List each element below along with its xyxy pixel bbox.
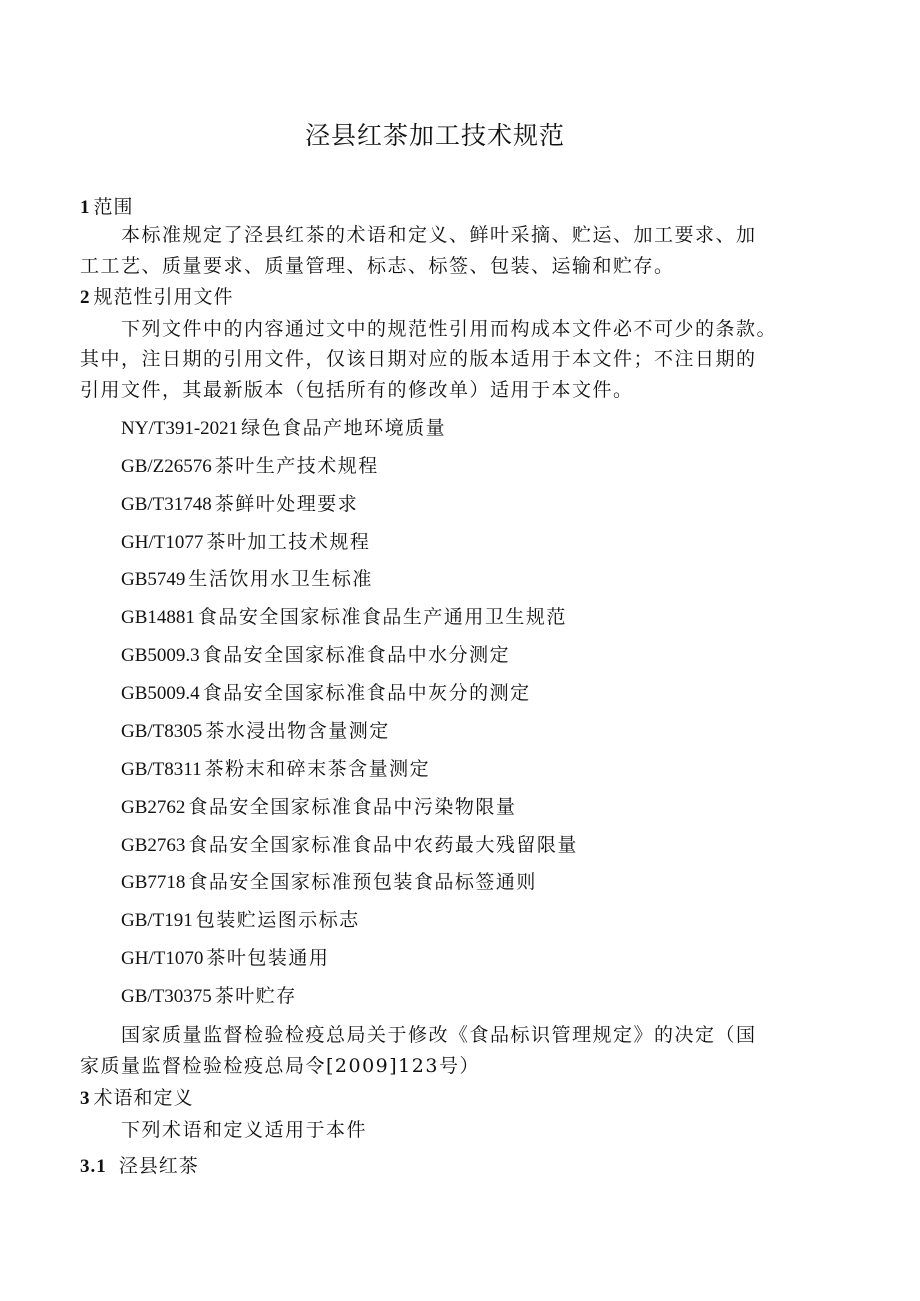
section-title: 规范性引用文件 [93, 286, 234, 308]
section-2-paragraph-line: 其中，注日期的引用文件，仅该日期对应的版本适用于本文件；不注日期的 [80, 348, 757, 370]
reference-code: GB14881 [121, 607, 195, 628]
reference-code: GB/T8311 [121, 759, 202, 780]
reference-code: GB5749 [121, 569, 186, 590]
subsection-3-1-heading [80, 1153, 199, 1180]
reference-title: 食品安全国家标准食品中农药最大残留限量 [188, 834, 578, 856]
reference-item [121, 718, 390, 745]
subsection-title: 泾县红茶 [118, 1155, 199, 1177]
subsection-number: 3.1 [80, 1156, 107, 1177]
reference-code: GH/T1077 [121, 532, 204, 553]
reference-item [121, 983, 297, 1010]
reference-code: GB/Z26576 [121, 456, 212, 477]
reference-item [121, 566, 373, 593]
reference-item [121, 794, 516, 821]
reference-code: GB2762 [121, 797, 186, 818]
reference-code: GB5009.3 [121, 645, 200, 666]
reference-item [121, 680, 531, 707]
reference-title: 食品安全国家标准食品生产通用卫生规范 [197, 606, 567, 628]
reference-title: 食品安全国家标准食品中污染物限量 [188, 796, 517, 818]
section-2-note-line: 国家质量监督检验检疫总局关于修改《食品标识管理规定》的决定（国 [121, 1024, 757, 1046]
reference-code: GB/T8305 [121, 721, 203, 742]
reference-item [121, 756, 430, 783]
reference-code: GB/T191 [121, 910, 193, 931]
reference-item [121, 415, 446, 442]
reference-item [121, 869, 537, 896]
section-number: 1 [80, 197, 91, 218]
reference-title: 茶叶包装通用 [206, 947, 330, 969]
section-1-paragraph-line: 工工艺、质量要求、质量管理、标志、标签、包装、运输和贮存。 [80, 255, 675, 277]
reference-item [121, 491, 358, 518]
document-title: 泾县红茶加工技术规范 [304, 121, 565, 150]
section-1-heading [80, 194, 134, 221]
section-1-paragraph-line: 本标准规定了泾县红茶的术语和定义、鲜叶采摘、贮运、加工要求、加 [121, 224, 757, 246]
reference-title: 绿色食品产地环境质量 [241, 417, 447, 439]
reference-title: 茶叶生产技术规程 [214, 455, 379, 477]
reference-title: 茶粉末和碎末茶含量测定 [204, 758, 431, 780]
section-3-paragraph-line: 下列术语和定义适用于本件 [121, 1119, 368, 1141]
reference-code: GB2763 [121, 835, 186, 856]
reference-title: 食品安全国家标准预包装食品标签通则 [188, 871, 537, 893]
reference-title: 茶鲜叶处理要求 [214, 493, 359, 515]
section-2-paragraph-line: 下列文件中的内容通过文中的规范性引用而构成本文件必不可少的条款。 [121, 318, 778, 340]
reference-title: 包装贮运图示标志 [195, 909, 360, 931]
section-number: 3 [80, 1088, 91, 1109]
reference-title: 茶叶贮存 [214, 985, 297, 1007]
section-title: 术语和定义 [93, 1087, 194, 1109]
section-2-heading [80, 284, 234, 311]
reference-code: GH/T1070 [121, 948, 204, 969]
reference-item [121, 907, 360, 934]
reference-item [121, 945, 329, 972]
section-3-heading [80, 1085, 194, 1112]
reference-item [121, 453, 379, 480]
reference-code: GB/T31748 [121, 494, 212, 515]
reference-item [121, 832, 578, 859]
reference-item [121, 642, 510, 669]
reference-code: GB7718 [121, 872, 186, 893]
reference-code: GB5009.4 [121, 683, 200, 704]
reference-title: 茶叶加工技术规程 [206, 531, 371, 553]
section-2-note-line: 家质量监督检验检疫总局令[2009]123号） [80, 1055, 480, 1077]
section-number: 2 [80, 287, 91, 308]
reference-title: 食品安全国家标准食品中水分测定 [202, 644, 511, 666]
reference-item [121, 529, 370, 556]
reference-item [121, 604, 567, 631]
reference-code: NY/T391-2021 [121, 418, 239, 439]
reference-title: 食品安全国家标准食品中灰分的测定 [202, 682, 531, 704]
reference-code: GB/T30375 [121, 986, 212, 1007]
section-title: 范围 [93, 196, 134, 218]
reference-title: 生活饮用水卫生标准 [188, 568, 373, 590]
reference-title: 茶水浸出物含量测定 [205, 720, 390, 742]
section-2-paragraph-line: 引用文件，其最新版本（包括所有的修改单）适用于本文件。 [80, 379, 634, 401]
